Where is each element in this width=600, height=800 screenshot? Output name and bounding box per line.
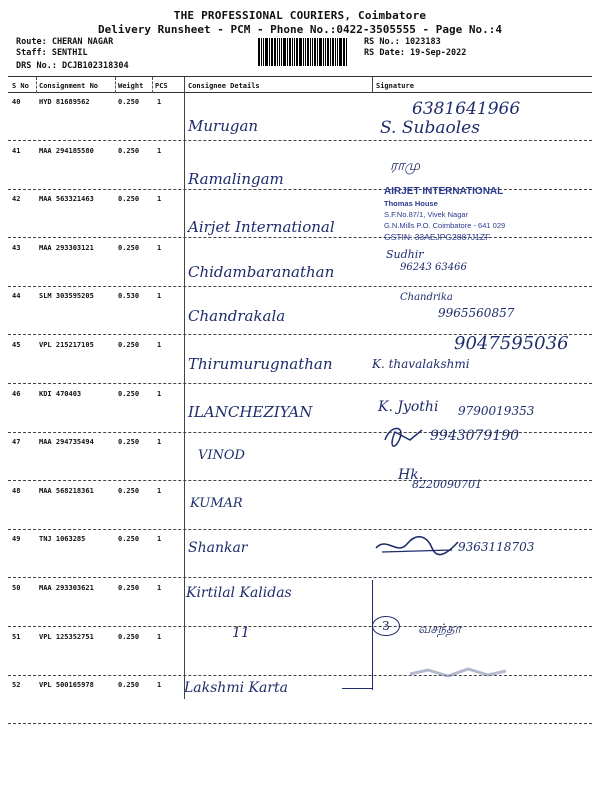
row-sno: 51	[12, 633, 21, 641]
rs-number: RS No.: 1023183	[364, 37, 441, 47]
barcode-bar	[303, 38, 304, 66]
phone-45: 9047595036	[454, 333, 569, 354]
row-sno: 50	[12, 584, 21, 592]
row-consignment-no: HYD 81689562	[39, 98, 90, 106]
row-sno: 47	[12, 438, 21, 446]
phone-47: 9943079190	[430, 428, 520, 444]
row-sno: 48	[12, 487, 21, 495]
row-divider	[8, 189, 592, 190]
barcode-bar	[271, 38, 273, 66]
consignee-hw-49: KUMAR	[190, 496, 243, 511]
barcode-bar	[327, 38, 329, 66]
row-weight: 0.250	[118, 244, 140, 252]
row-consignment-no: TNJ 1063285	[39, 535, 86, 543]
row-sno: 45	[12, 341, 21, 349]
row-consignment-no: MAA 568218361	[39, 487, 94, 495]
row-consignment-no: VPL 125352751	[39, 633, 94, 641]
barcode-bar	[277, 38, 278, 66]
barcode	[258, 38, 358, 66]
barcode-bar	[310, 38, 311, 66]
barcode-bar	[312, 38, 313, 66]
barcode-bar	[294, 38, 295, 66]
phone-40: 6381641966	[412, 99, 521, 119]
row-pcs: 1	[157, 147, 162, 155]
barcode-bar	[263, 38, 264, 66]
row-sno: 44	[12, 292, 21, 300]
cons-divider	[115, 77, 116, 93]
consignee-hw-45: Thirumurugnathan	[188, 355, 333, 373]
barcode-bar	[339, 38, 342, 66]
row-weight: 0.250	[118, 98, 140, 106]
row-pcs: 1	[157, 633, 162, 641]
barcode-bar	[269, 38, 270, 66]
row-weight: 0.250	[118, 390, 140, 398]
barcode-bar	[337, 38, 338, 66]
row-divider	[8, 529, 592, 530]
row-consignment-no: VPL 500165978	[39, 681, 94, 689]
barcode-bar	[287, 38, 288, 66]
col-header-weight: Weight	[118, 82, 144, 90]
signature-column-divider	[372, 77, 373, 93]
phone-44: 9965560857	[438, 306, 515, 320]
signature-44: Chandrika	[400, 292, 453, 303]
row-weight: 0.250	[118, 195, 140, 203]
consignee-hw-41: Ramalingam	[188, 170, 284, 188]
row-sno: 49	[12, 535, 21, 543]
signature-48: Hk.	[398, 467, 424, 483]
consignee-hw-43: Chidambaranathan	[188, 263, 335, 281]
scribble-signature-50	[372, 534, 462, 556]
signature-41: ராமு	[390, 158, 421, 174]
row-pcs: 1	[157, 535, 162, 543]
barcode-bar	[289, 38, 291, 66]
consignee-hw-50: Shankar	[188, 540, 248, 556]
barcode-bar	[332, 38, 334, 66]
row-pcs: 1	[157, 438, 162, 446]
row-divider	[8, 237, 592, 238]
row-consignment-no: MAA 293303621	[39, 584, 94, 592]
row-pcs: 1	[157, 98, 162, 106]
row-divider	[8, 626, 592, 627]
row-pcs: 1	[157, 487, 162, 495]
col-header-pcs: PCS	[155, 82, 168, 90]
barcode-bar	[279, 38, 280, 66]
row-pcs: 1	[157, 584, 162, 592]
row-weight: 0.250	[118, 584, 140, 592]
ditto-mark: 11	[232, 625, 250, 641]
row-consignment-no: MAA 293303121	[39, 244, 94, 252]
stamp-line-4: G.N.Mills P.O. Coimbatore - 641 029	[384, 221, 506, 230]
signature-51: வசந்தா	[418, 622, 462, 637]
phone-46: 9790019353	[458, 404, 535, 418]
row-divider	[8, 723, 592, 724]
row-sno: 41	[12, 147, 21, 155]
rs-date: RS Date: 19-Sep-2022	[364, 48, 467, 58]
barcode-bar	[305, 38, 306, 66]
row-weight: 0.250	[118, 147, 140, 155]
barcode-bar	[281, 38, 282, 66]
consignee-hw-48: VINOD	[198, 448, 245, 463]
barcode-bar	[323, 38, 324, 66]
col-header-signature: Signature	[376, 82, 414, 90]
scribble-signature-47	[380, 420, 430, 450]
stamp-gstin: GSTIN: 33AEJPG2887J1ZF	[384, 232, 491, 242]
staff-label: Staff: SENTHIL	[16, 48, 88, 58]
row-divider	[8, 480, 592, 481]
barcode-bar	[307, 38, 309, 66]
row-consignment-no: MAA 294185580	[39, 147, 94, 155]
row-consignment-no: SLM 303595205	[39, 292, 94, 300]
stamp-company-name: AIRJET INTERNATIONAL	[384, 186, 504, 197]
row-pcs: 1	[157, 292, 162, 300]
document-subtitle: Delivery Runsheet - PCM - Phone No.:0422-3505555 - Page No.:4	[98, 23, 502, 36]
row-divider	[8, 286, 592, 287]
barcode-bar	[283, 38, 286, 66]
barcode-bar	[314, 38, 316, 66]
phone-48: 8220090701	[412, 478, 482, 491]
weight-divider	[152, 77, 153, 93]
row-weight: 0.250	[118, 487, 140, 495]
row-weight: 0.250	[118, 341, 140, 349]
faint-stamp-52	[408, 664, 508, 684]
row-consignment-no: KDI 470403	[39, 390, 82, 398]
barcode-bar	[346, 38, 347, 66]
consignee-hw-42: Airjet International	[188, 218, 335, 236]
row-pcs: 1	[157, 341, 162, 349]
barcode-bar	[274, 38, 276, 66]
row-weight: 0.250	[118, 681, 140, 689]
bracket-foot	[342, 688, 372, 689]
barcode-bar	[258, 38, 260, 66]
row-weight: 0.250	[118, 633, 140, 641]
row-divider	[8, 577, 592, 578]
consignee-hw-40: Murugan	[188, 117, 259, 135]
phone-43: 96243 63466	[400, 262, 467, 273]
consignee-hw-44: Chandrakala	[188, 307, 286, 325]
barcode-bar	[296, 38, 298, 66]
row-sno: 46	[12, 390, 21, 398]
row-weight: 0.250	[118, 535, 140, 543]
row-sno: 40	[12, 98, 21, 106]
barcode-bar	[265, 38, 268, 66]
barcode-bar	[335, 38, 336, 66]
col-header-consignee: Consignee Details	[188, 82, 260, 90]
barcode-bar	[319, 38, 322, 66]
header-rule	[8, 76, 592, 77]
barcode-bar	[299, 38, 302, 66]
row-divider	[8, 383, 592, 384]
signature-45: K. thavalakshmi	[372, 357, 470, 371]
barcode-bar	[325, 38, 326, 66]
row-pcs: 1	[157, 195, 162, 203]
row-pcs: 1	[157, 681, 162, 689]
barcode-bar	[261, 38, 262, 66]
row-weight: 0.530	[118, 292, 140, 300]
stamp-line-3: S.F.No.87/1, Vivek Nagar	[384, 210, 469, 219]
signature-46: K. Jyothi	[378, 399, 439, 415]
col-header-sno: S No	[12, 82, 29, 90]
col-header-consignment: Consignment No	[39, 82, 99, 90]
row-consignment-no: MAA 563321463	[39, 195, 94, 203]
consignee-hw-52: Lakshmi Karta	[184, 680, 289, 696]
row-divider	[8, 140, 592, 141]
consignee-column-divider	[184, 77, 185, 699]
row-sno: 52	[12, 681, 21, 689]
row-consignment-no: VPL 215217105	[39, 341, 94, 349]
sno-divider	[36, 77, 37, 93]
signature-43: Sudhir	[386, 248, 424, 261]
phone-50: 9363118703	[458, 540, 535, 554]
drs-label: DRS No.: DCJB102318304	[16, 61, 129, 71]
consignee-hw-51: Kirtilal Kalidas	[186, 585, 292, 601]
row-weight: 0.250	[118, 438, 140, 446]
document-title: THE PROFESSIONAL COURIERS, Coimbatore	[173, 9, 427, 22]
row-pcs: 1	[157, 244, 162, 252]
row-pcs: 1	[157, 390, 162, 398]
row-sno: 42	[12, 195, 21, 203]
barcode-bar	[317, 38, 318, 66]
circled-number: 3	[372, 616, 400, 636]
row-sno: 43	[12, 244, 21, 252]
consignee-hw-46: ILANCHEZIYAN	[188, 403, 313, 421]
stamp-line-2: Thomas House	[384, 199, 438, 208]
column-header-rule	[8, 92, 592, 93]
signature-40: S. Subaoles	[380, 118, 480, 138]
barcode-bar	[330, 38, 331, 66]
bracket-mark	[362, 580, 373, 690]
barcode-bar	[292, 38, 293, 66]
row-consignment-no: MAA 294735494	[39, 438, 94, 446]
route-label: Route: CHERAN NAGAR	[16, 37, 114, 47]
barcode-bar	[343, 38, 345, 66]
